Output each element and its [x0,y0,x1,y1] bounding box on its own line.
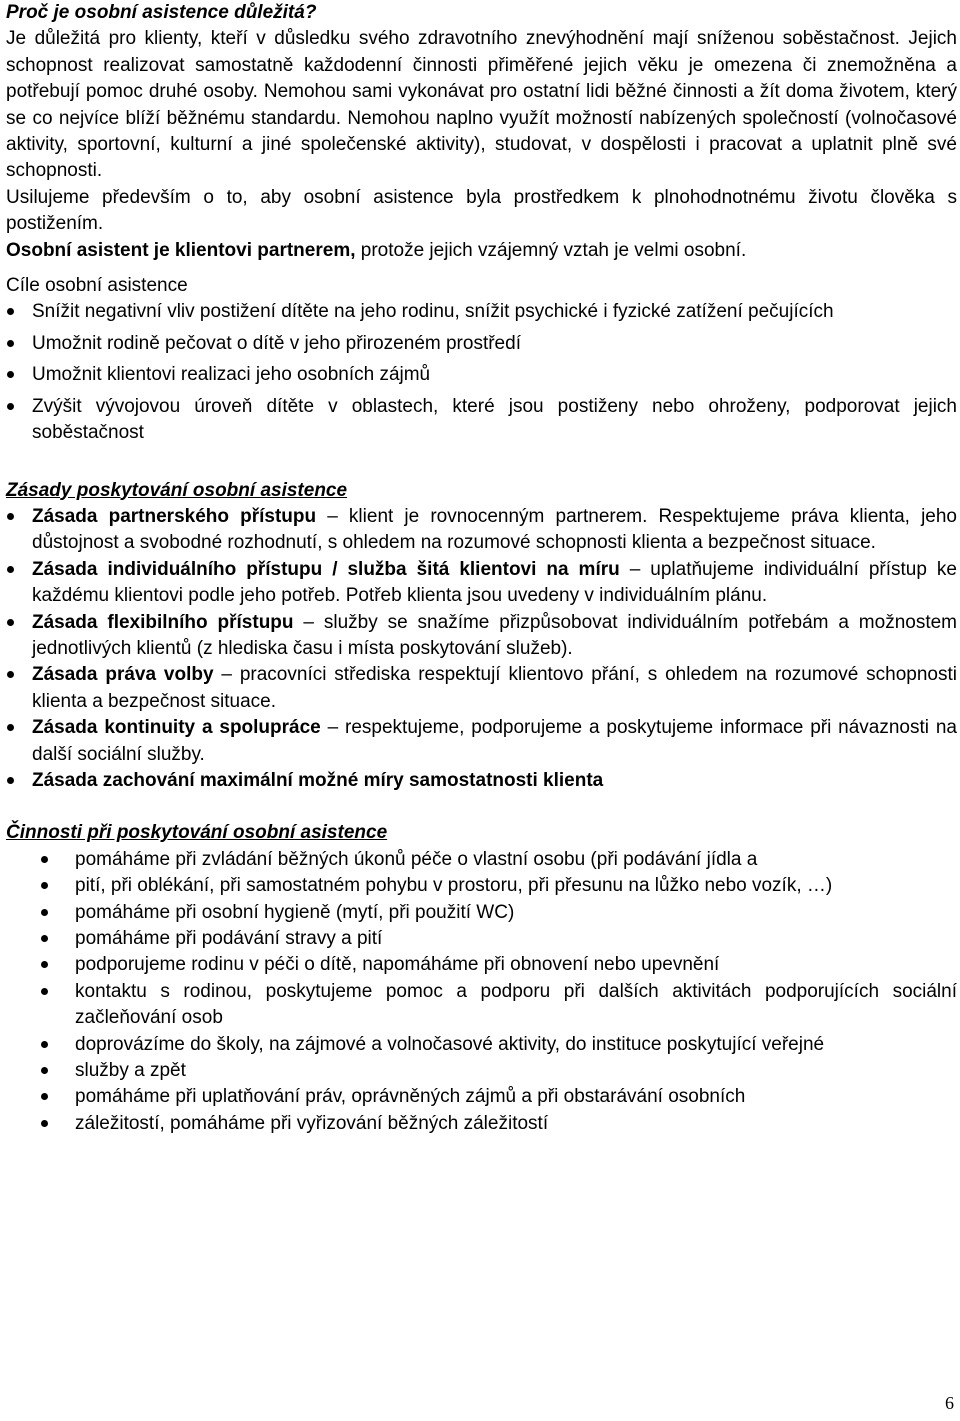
intro-heading: Proč je osobní asistence důležitá? [6,2,317,23]
principle-text: – respektujeme, podporujeme a poskytujeme informace při návaznosti na další sociální služby. [32,717,957,765]
partner-bold-text: Osobní asistent je klientovi partnerem, [6,239,356,261]
list-item [6,504,957,557]
principle-name: Zásada kontinuity a spolupráce [32,717,321,739]
list-item: Umožnit rodině pečovat o dítě v jeho přirozeném prostředí [6,331,957,357]
principles-heading: Zásady poskytování osobní asistence [6,479,348,501]
list-item [6,715,957,768]
list-item: pomáháme při uplatňování práv, oprávněných zájmů a při obstarávání osobních [6,1084,957,1110]
principle-text: – uplatňujeme individuální přístup ke každému klientovi podle jeho potřeb. Potřeb klienta jsou uvedeny v individuálním plánu. [32,558,957,607]
list-item: Umožnit klientovi realizaci jeho osobních zájmů [6,362,957,388]
document-page [6,0,957,1137]
principle-text: – pracovníci střediska respektují klientovo přání, s ohledem na rozumové schopnosti klienta a bezpečnost situace. [32,664,957,712]
page-number: 6 [945,1393,954,1413]
list-item: záležitostí, pomáháme při vyřizování běžných záležitostí [6,1111,957,1137]
list-item: podporujeme rodinu v péči o dítě, napomáháme při obnovení nebo upevnění [6,952,957,978]
principle-text: – klient je rovnocenným partnerem. Respektujeme práva klienta, jeho důstojnost a svobodné rozhodnutí, s ohledem na rozumové schopnosti klienta a bezpečnost situace. [32,505,958,554]
activities-heading: Činnosti při poskytování osobní asistence [6,822,388,844]
intro-paragraph-partner [6,238,957,264]
principle-name: Zásada práva volby [32,664,214,686]
principle-name: Zásada individuálního přístupu / služba šitá klientovi na míru [32,558,620,580]
principle-text: – služby se snažíme přizpůsobovat individuálním potřebám a možnostem jednotlivých klientů (z hlediska času i místa poskytování služeb). [32,611,958,659]
principles-list [6,504,957,794]
partner-rest-text: protože jejich vzájemný vztah je velmi osobní. [355,239,747,261]
list-item [6,557,957,610]
activities-list [6,847,957,1137]
list-item: služby a zpět [6,1058,957,1084]
intro-paragraph-goal: Usilujeme především o to, aby osobní asistence byla prostředkem k plnohodnotnému životu člověka s postižením. [6,186,957,235]
list-item [6,610,957,663]
list-item: pomáháme při osobní hygieně (mytí, při použití WC) [6,900,957,926]
intro-paragraph: Je důležitá pro klienty, kteří v důsledku svého zdravotního znevýhodnění mají sníženou soběstačnost. Jejich schopnost realizovat samostatně každodenní činnosti přiměřené jejich věku je omezena či znemožněna a potřebují pomoc druhé osoby. Nemohou sami vykonávat pro ostatní lidi běžné činnosti a žít doma životem, který se co nejvíce blíží běžnému standardu. Nemohou naplno využít možností nabízených společností (volnočasové aktivity, sportovní, kulturní a jiné společenské aktivity), studovat, v dospělosti i pracovat a uplatnit plně své schopnosti. [6,28,957,182]
list-item: Snížit negativní vliv postižení dítěte na jeho rodinu, snížit psychické i fyzické zatížení pečujících [6,299,957,325]
list-item [6,662,957,715]
list-item: pití, při oblékání, při samostatném pohybu v prostoru, při přesunu na lůžko nebo vozík, …) [6,873,957,899]
list-item: pomáháme při zvládání běžných úkonů péče o vlastní osobu (při podávání jídla a [6,847,957,873]
list-item: kontaktu s rodinou, poskytujeme pomoc a podporu při dalších aktivitách podporujících sociální začleňování osob [6,979,957,1032]
list-item: pomáháme při podávání stravy a pití [6,926,957,952]
goals-heading: Cíle osobní asistence [6,275,188,297]
goals-list [6,299,957,446]
principle-name: Zásada partnerského přístupu [32,505,317,527]
principle-name: Zásada flexibilního přístupu [32,611,294,633]
list-item: Zvýšit vývojovou úroveň dítěte v oblastech, které jsou postiženy nebo ohroženy, podporovat jejich soběstačnost [6,394,957,447]
list-item [6,768,957,794]
list-item: doprovázíme do školy, na zájmové a volnočasové aktivity, do instituce poskytující veřejné [6,1032,957,1058]
principle-name: Zásada zachování maximální možné míry samostatnosti klienta [32,769,604,791]
